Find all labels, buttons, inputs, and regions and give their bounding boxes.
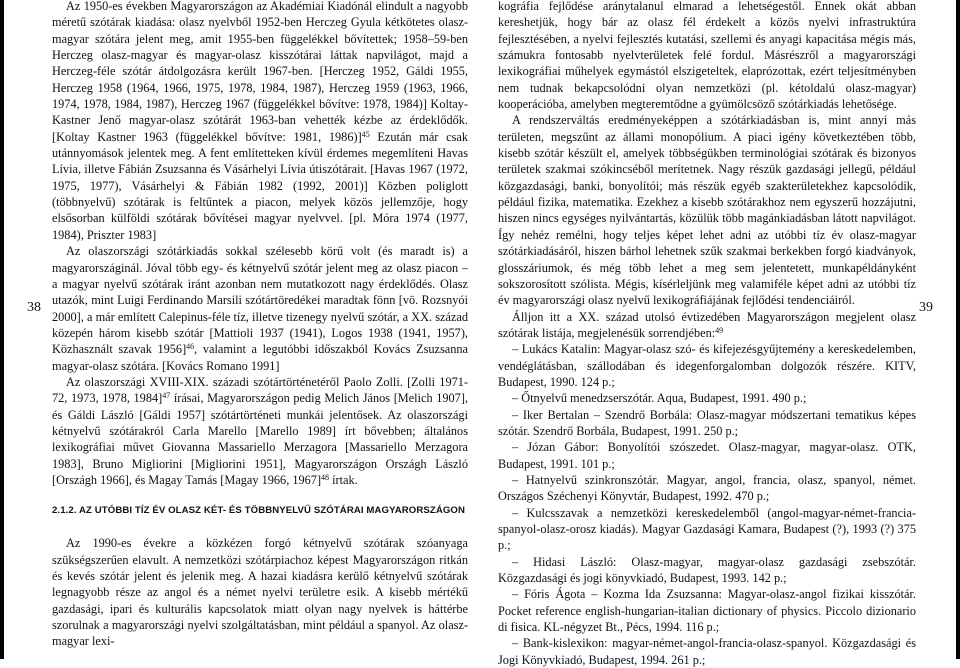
left-text-column [52,0,468,650]
footnote-ref-49: 49 [715,325,724,335]
left-page-number: 38 [27,300,41,315]
right-text-column [498,0,916,668]
list-item: – Lukács Katalin: Magyar-olasz szó- és kifejezésgyűjtemény a kereskedelemben, vendéglátásban, szállodában és idegenforgalomban dolgozók részére. KITV, Budapest, 1990. 124 p.; [498,342,916,389]
left-paragraph-3: Az olaszországi XVIII-XIX. századi szótártörténetéről Paolo Zolli. [Zolli 1971-72, 1973, 1978, 1984]$^{47}$ írásai, Magyarországon pedig Melich János [Melich 1907], és Gáldi László [Gáldi 1957] szótártörténeti munkái jelentősek. Az olaszországi kétnyelvű szótárakról Carla Marello [Marello 1989] írt bővebben; általános lexikográfiai művet Giovanna Massariello Merzagora [Massariello Merzagora 1983], Bruno Migliorini [Migliorini 1951], Magyarországon Országh László [Országh 1966], és Magay Tamás [Magay 1966, 1967]$^{48}$ írtak. [52,374,468,487]
left-page-edge-bar [0,0,4,659]
footnote-ref-47: 47 [162,391,171,401]
footnote-ref-45: 45 [361,129,370,139]
left-paragraph-4: Az 1990-es évekre a közkézen forgó kétnyelvű szótárak szóanyaga szükségszerűen elavult. A nemzetközi szótárpiachoz képest Magyarországon ritkán és kevés szótár jelent és jelenik meg. A hazai kiadásra kerülő kétnyelvű szótárak legnagyobb része az angol és a német nyelvi területre esik. A kisebb mértékű gazdasági, ipari és kulturális kapcsolatok miatt olyan nagy nyelvek is háttérbe szorulnak a magyarországi nyelvi szolgáltatásban, mint például a spanyol. Az olasz-magyar lexi- [52,536,468,649]
list-item: – Józan Gábor: Bonyolítói szószedet. Olasz-magyar, magyar-olasz. OTK, Budapest, 1991. 101 p.; [498,440,916,471]
right-paragraph-3: Álljon itt a XX. század utolsó évtizedében Magyarországon megjelent olasz szótárak listája, megjelenésük sorrendjében:$^{49}$ [498,309,916,340]
right-page-number: 39 [919,300,933,315]
right-page-edge-bar [956,0,960,659]
list-item: – Hidasi László: Olasz-magyar, magyar-olasz gazdasági zsebszótár. Közgazdasági és jogi könyvkiadó, Budapest, 1993. 142 p.; [498,554,916,586]
list-item: – Iker Bertalan – Szendrő Borbála: Olasz-magyar módszertani tematikus képes szótár. Szendrő Borbála, Budapest, 1991. 250 p.; [498,407,916,438]
footnote-ref-46: 46 [186,342,195,352]
list-item: – Fóris Ágota – Kozma Ida Zsuzsanna: Magyar-olasz-angol fizikai kisszótár. Pocket reference english-hungarian-italian dictionary of physics. Piccolo dizionario di fisica. KL-négyzet Bt., Pécs, 1994. 116 p.; [498,587,916,635]
right-page [480,0,960,667]
list-item: – Őtnyelvű menedzserszótár. Aqua, Budapest, 1991. 490 p.; [512,391,807,406]
right-paragraph-2: A rendszerváltás eredményeképpen a szótárkiadásban is, mint annyi más területen, megszűnt az állami monopólium. A piaci igény következtében több, kisebb szótár készült el, amelyek többségükben terminológiai szótárak és bizonyos területek szakmai szókincséből merítetnek. Nagy részük gazdasági jellegű, például közgazdasági, banki, bonyolítói; más részük egyéb szakterületekhez kapcsolódik, például fizika, matematika. Ezekhez a kisebb szótárakhoz nem egyszerű hozzájutni, hiszen nincs egységes nyilvántartás, közülük több magánkiadásban látott napvilágot. Így nehéz remélni, hogy teljes képet lehet adni az utóbbi tíz év olasz-magyar szótárkiadásáról, hiszen bárhol lehetnek szűk szakmai berkekben forgó kiadványok, glosszáriumok, és még több lehet a meg sem jelentetett, munkapéldányként sokszorosított szólista. Mégis, kísérleljünk meg valamiféle képet adni az utóbbi tíz év magyarországi olasz nyelvű lexikográfiájának fejlődési tendenciáiról. [498,113,916,308]
list-item: – Kulcsszavak a nemzetközi kereskedelemből (angol-magyar-német-francia-spanyol-olasz-orosz kiadás). Magyar Gazdasági Kamara, Budapest (?), 1993 (?) 375 p.; [498,505,916,553]
list-item: – Hatnyelvű szinkronszótár. Magyar, angol, francia, olasz, spanyol, német. Országos Széchenyi Könyvtár, Budapest, 1992. 470 p.; [498,472,916,504]
footnote-ref-48: 48 [321,472,330,482]
left-paragraph-2: Az olaszországi szótárkiadás sokkal szélesebb körű volt (és maradt is) a magyarországinál. Jóval több egy- és kétnyelvű szótár jelent meg az olasz piacon – a magyar nyelvű szótárak iránt azonban nem mutatkozott nagy érdeklődés. Olasz utazók, mint Luigi Ferdinando Marsili szótártöredékei maradtak fönn [vö. Rozsnyói 2000], a már említett Calepinus-féle tíz, illetve tizenegy nyelvű szótár, a XX. század közepén három kisebb szótár [Mattioli 1937 (1941), Logos 1938 (1941, 1957), Közhasznált szavak 1956]$^{46}$, valamint a legutóbbi időszakból Kovács Zsuzsanna magyar-olasz szótára. [Kovács Romano 1991] [52,244,468,373]
right-paragraph-1: kográfia fejlődése aránytalanul elmarad a lehetségestől. Ennek okát abban kereshetjük, hogy bár az olasz fél érdekelt a közös nyelvi infrastruktúra fejlesztésében, a nyelvi fejlesztés kutatási, szellemi és anyagi kapacitása mégis más, számukra fontosabb nyelvterületek felé fordul. Másrészről a magyarországi lexikográfiai műhelyek egymástól elszigeteltek, elaprózottak, ezért teljesítményben nem tudnak bekapcsolódni olyan nemzetközi (pl. kétoldalú olasz-magyar) kooperációba, amelyben megteremtődne a gyümölcsöző szótárkiadás lehetősége. [498,0,916,112]
left-paragraph-1: Az 1950-es években Magyarországon az Akadémiai Kiadónál elindult a nagyobb méretű szótárak kiadása: olasz nyelvből 1952-ben Herczeg Gyula kétkötetes olasz-magyar szótára jelent meg, amit 1955-ben függelékkel bővítettek; 1958–59-ben Herczeg olasz-magyar és magyar-olasz kisszótárai láttak napvilágot, majd a Herczeg-féle szótár átdolgozásra került 1967-ben. [Herczeg 1952, Gáldi 1955, Herczeg 1958 (1964, 1966, 1975, 1978, 1984, 1987), Herczeg 1959 (1963, 1966, 1974, 1978, 1984, 1987), Herczeg 1967 (függelékkel bővítve: 1978, 1984)] Koltay-Kastner Jenő magyar-olasz szótárát 1963-ban vehették kézbe az érdeklődők. [Koltay Kastner 1963 (függelékkel bővítve: 1981, 1986)]$^{45}$ Ezután már csak utánnyomások jelentek meg. A fent említetteken kívül érdemes megemlíteni Havas Lívia, illetve Fábián Zsuzsanna és Vásárhelyi Lívia útiszótárait. [Havas 1967 (1972, 1975, 1977), Vásárhelyi & Fábián 1982 (1992, 2001)] Közben poliglott (többnyelvű) szótárak is feltűntek a piacon, melyek közös jellemzője, hogy elsősorban külföldi szótárak bővítései magyar nyelvvel. [pl. Móra 1974 (1977, 1984), Priszter 1983] [52,0,468,242]
list-item: – Bank-kislexikon: magyar-német-angol-francia-olasz-spanyol. Közgazdasági és Jogi Könyvkiadó, Budapest, 1994. 261 p.; [498,636,916,667]
section-heading: 2.1.2. AZ UTÓBBI TÍZ ÉV OLASZ KÉT- ÉS TÖBBNYELVŰ SZÓTÁRAI MAGYARORSZÁGON [52,505,466,517]
left-page [0,0,480,659]
